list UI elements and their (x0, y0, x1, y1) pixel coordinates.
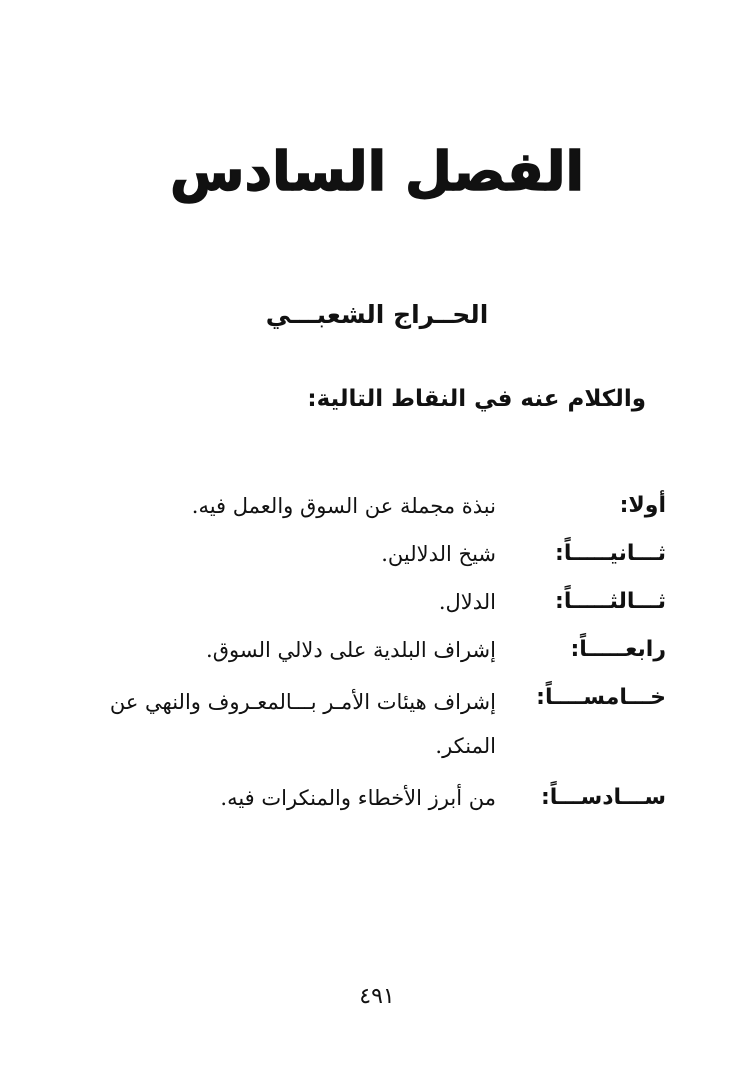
point-label: خـــامســــاً: (536, 685, 666, 710)
point-item (86, 488, 666, 524)
point-text: شيخ الدلالين. (381, 542, 496, 566)
point-text: الدلال. (438, 590, 496, 614)
point-text: إشراف هيئات الأمـر بـــالمعـروف والنهي عن المنكر. (109, 690, 496, 758)
point-label: ســـادســـاً: (541, 785, 666, 810)
page-number: ٤٩١ (359, 984, 395, 1009)
point-label: رابعـــــاً: (570, 637, 666, 662)
intro-line: والكلام عنه في النقاط التالية: (307, 386, 646, 412)
section-title: الحــراج الشعبـــي (265, 300, 489, 329)
point-item (86, 584, 666, 620)
point-text: إشراف البلدية على دلالي السوق. (206, 638, 496, 662)
points-list (86, 488, 666, 828)
point-text: من أبرز الأخطاء والمنكرات فيه. (220, 786, 496, 810)
point-item (86, 680, 666, 768)
point-label: ثـــانيـــــاً: (555, 541, 666, 566)
point-item (86, 632, 666, 668)
point-item (86, 536, 666, 572)
point-label: ثـــالثـــــاً: (555, 589, 666, 614)
point-text: نبذة مجملة عن السوق والعمل فيه. (191, 494, 496, 518)
chapter-title: الفصل السادس (169, 140, 585, 203)
point-label: أولا: (619, 493, 666, 518)
point-item (86, 780, 666, 816)
